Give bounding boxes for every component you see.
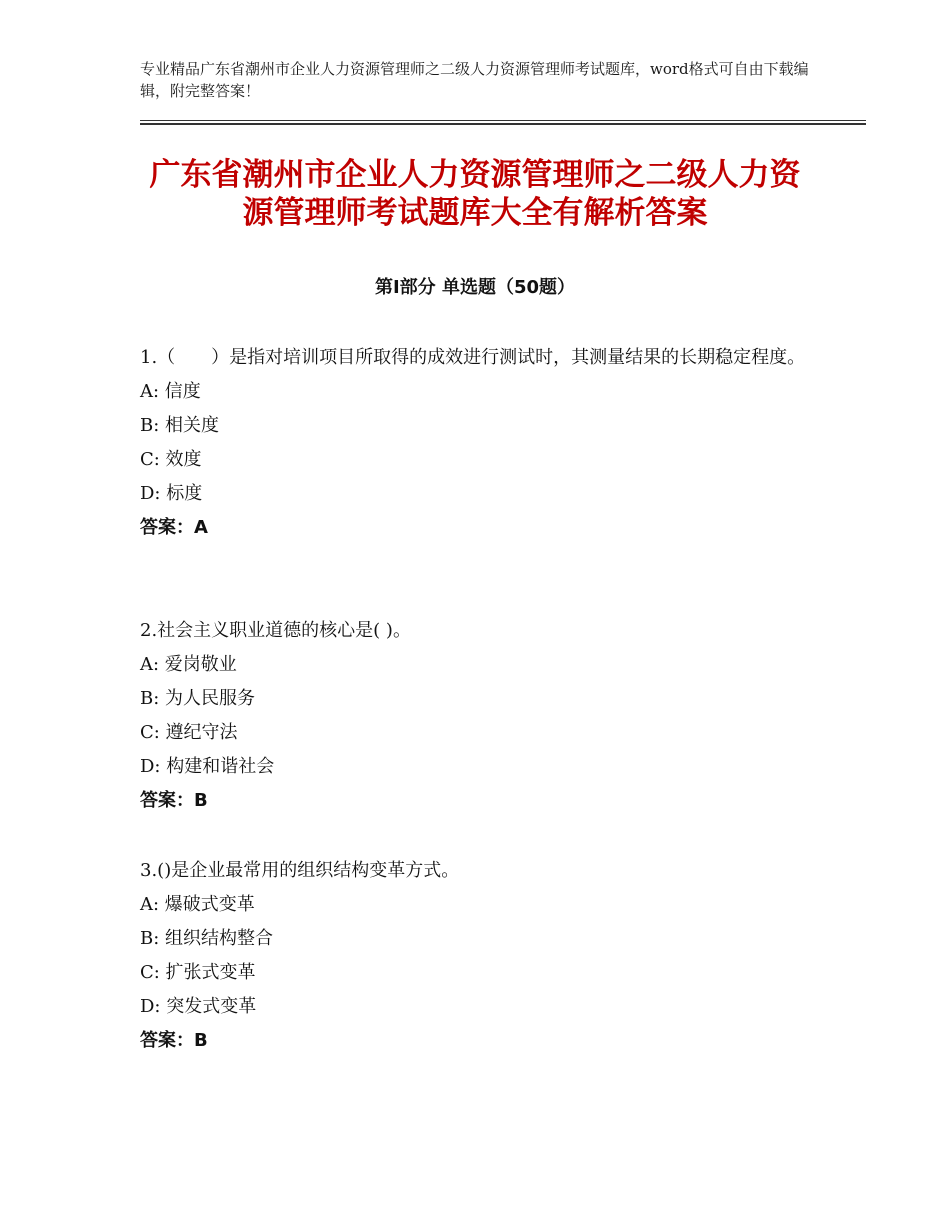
header-note: 专业精品广东省潮州市企业人力资源管理师之二级人力资源管理师考试题库，word格式可自由下载编辑，附完整答案！ xyxy=(140,60,809,100)
question-block xyxy=(140,341,820,545)
option-a: A: 信度 xyxy=(140,381,201,402)
question-stem: 1.（ ）是指对培训项目所取得的成效进行测试时，其测量结果的长期稳定程度。 xyxy=(140,347,806,368)
question-block xyxy=(140,854,820,1058)
section-heading: 第Ⅰ部分 单选题（50题） xyxy=(374,277,575,298)
question-block xyxy=(140,614,820,818)
header-rule-thick xyxy=(140,123,866,125)
option-c: C: 效度 xyxy=(140,449,202,470)
option-d: D: 构建和谐社会 xyxy=(140,756,275,777)
document-title: 广东省潮州市企业人力资源管理师之二级人力资源管理师考试题库大全有解析答案 xyxy=(149,157,801,231)
answer-label: 答案：B xyxy=(140,790,208,811)
header-rule-thin xyxy=(140,120,866,121)
option-c: C: 遵纪守法 xyxy=(140,722,238,743)
option-b: B: 为人民服务 xyxy=(140,688,256,709)
answer-label: 答案：B xyxy=(140,1030,208,1051)
answer-label: 答案：A xyxy=(140,517,208,538)
option-b: B: 相关度 xyxy=(140,415,220,436)
option-c: C: 扩张式变革 xyxy=(140,962,256,983)
option-d: D: 突发式变革 xyxy=(140,996,257,1017)
question-stem: 2.社会主义职业道德的核心是( )。 xyxy=(140,620,411,641)
option-b: B: 组织结构整合 xyxy=(140,928,274,949)
option-a: A: 爆破式变革 xyxy=(140,894,255,915)
option-d: D: 标度 xyxy=(140,483,203,504)
question-stem: 3.()是企业最常用的组织结构变革方式。 xyxy=(140,860,460,881)
option-a: A: 爱岗敬业 xyxy=(140,654,237,675)
